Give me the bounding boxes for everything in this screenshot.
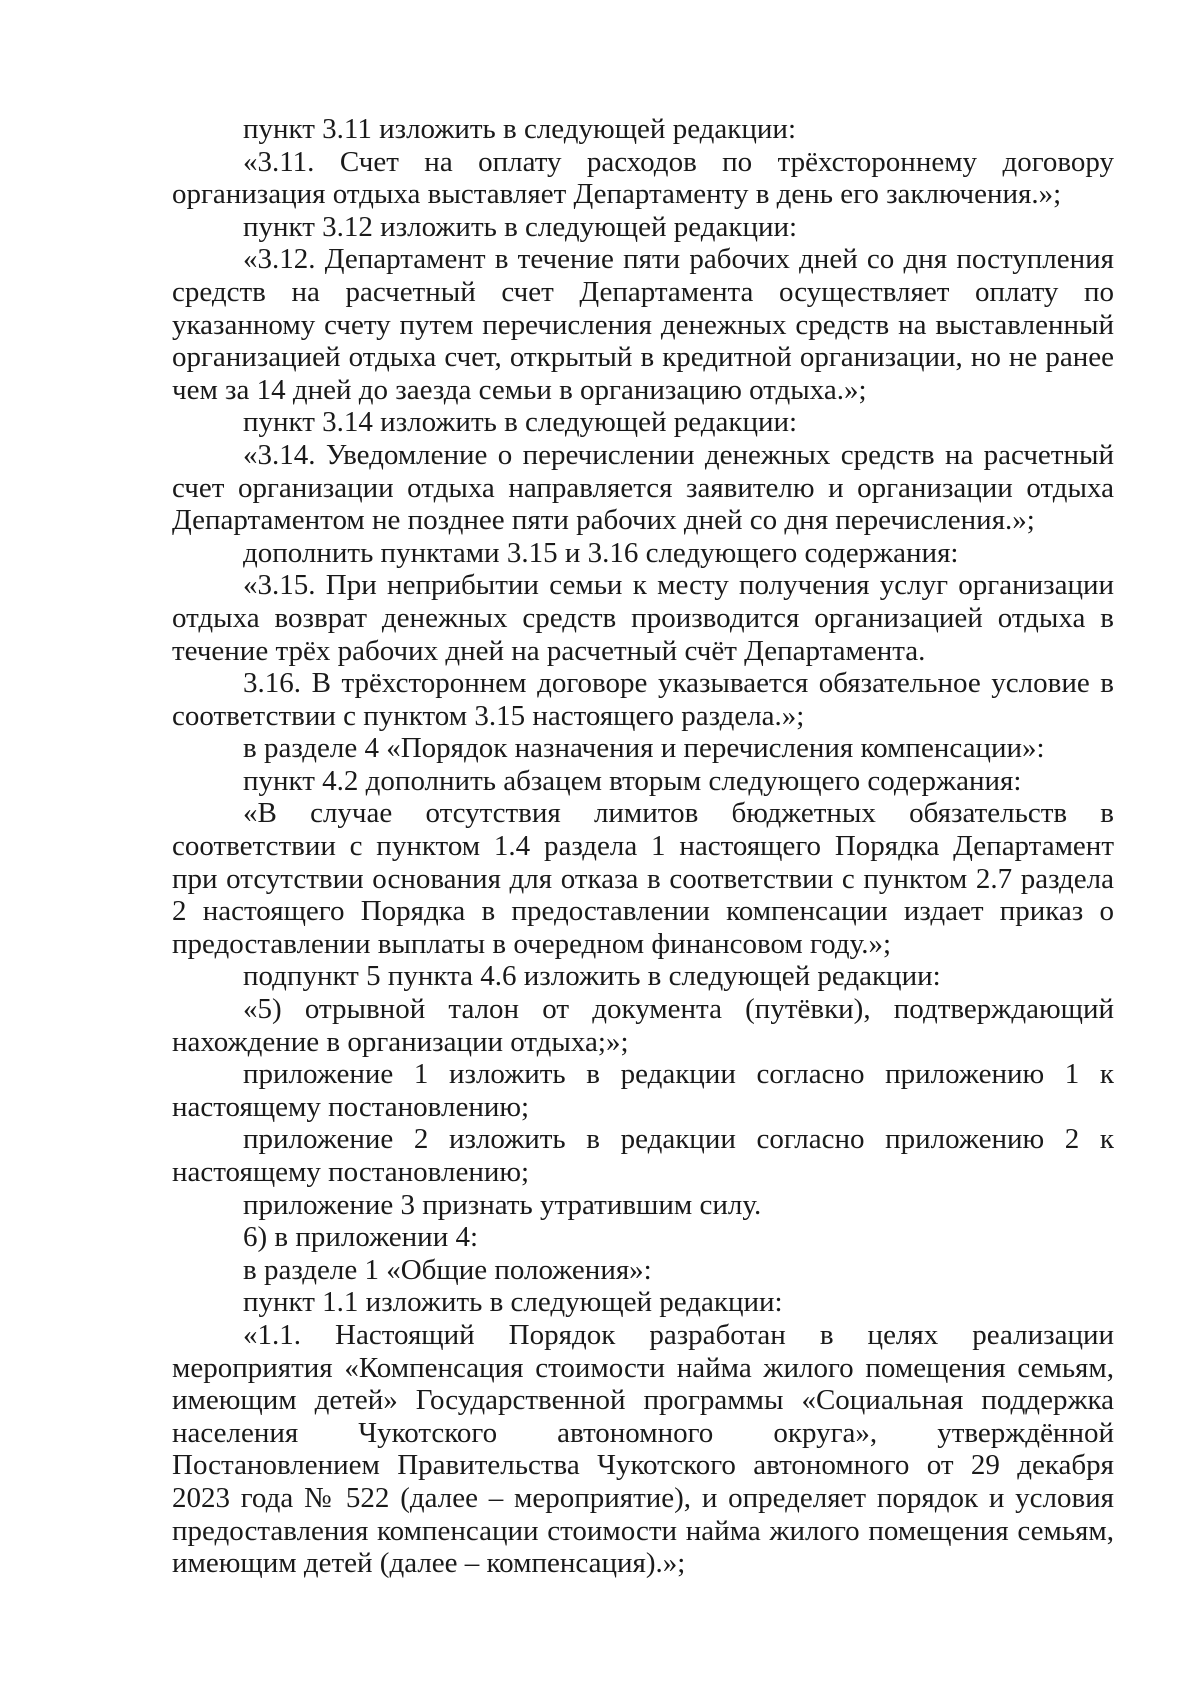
paragraph: в разделе 4 «Порядок назначения и перечисления компенсации»:: [243, 732, 1045, 765]
paragraph: приложение 3 признать утратившим силу.: [243, 1188, 762, 1221]
paragraph: пункт 4.2 дополнить абзацем вторым следующего содержания:: [243, 764, 1022, 797]
paragraph: дополнить пунктами 3.15 и 3.16 следующего содержания:: [243, 536, 959, 569]
paragraph: «В случае отсутствия лимитов бюджетных обязательств в соответствии с пунктом 1.4 раздела 1 настоящего Порядка Департамент при отсутствии основания для отказа в соответствии с пунктом 2.7 раздела 2 настоящего Порядка в предоставлении компенсации издает приказ о предоставлении выплаты в очередном финансовом году.»;: [172, 797, 1114, 960]
paragraph: пункт 3.11 изложить в следующей редакции:: [243, 113, 797, 145]
paragraph: пункт 3.14 изложить в следующей редакции:: [243, 406, 798, 439]
paragraph: 3.16. В трёхстороннем договоре указывается обязательное условие в соответствии с пунктом 3.15 настоящего раздела.»;: [172, 667, 1114, 732]
paragraph: 6) в приложении 4:: [243, 1221, 479, 1254]
paragraph: подпункт 5 пункта 4.6 изложить в следующей редакции:: [243, 960, 941, 993]
paragraph: «5) отрывной талон от документа (путёвки), подтверждающий нахождение в организации отдыха;»;: [172, 993, 1114, 1058]
paragraph: «3.15. При неприбытии семьи к месту получения услуг организации отдыха возврат денежных средств производится организацией отдыха в течение трёх рабочих дней на расчетный счёт Департамента.: [172, 569, 1114, 667]
paragraph: пункт 3.12 изложить в следующей редакции:: [243, 210, 798, 243]
paragraph: пункт 1.1 изложить в следующей редакции:: [243, 1286, 783, 1319]
paragraph: приложение 1 изложить в редакции согласно приложению 1 к настоящему постановлению;: [172, 1058, 1114, 1123]
paragraph: в разделе 1 «Общие положения»:: [243, 1253, 652, 1286]
paragraph: «3.14. Уведомление о перечислении денежных средств на расчетный счет организации отдыха направляется заявителю и организации отдыха Департаментом не позднее пяти рабочих дней со дня перечисления.»;: [172, 438, 1114, 537]
document-body: [172, 113, 1114, 1580]
paragraph: «3.11. Счет на оплату расходов по трёхстороннему договору организация отдыха выставляет Департаменту в день его заключения.»;: [172, 145, 1114, 211]
paragraph: «3.12. Департамент в течение пяти рабочих дней со дня поступления средств на расчетный счет Департамента осуществляет оплату по указанному счету путем перечисления денежных средств на выставленный организацией отдыха счет, открытый в кредитной организации, но не ранее чем за 14 дней до заезда семьи в организацию отдыха.»;: [172, 243, 1114, 406]
paragraph: приложение 2 изложить в редакции согласно приложению 2 к настоящему постановлению;: [172, 1123, 1114, 1188]
paragraph: «1.1. Настоящий Порядок разработан в целях реализации мероприятия «Компенсация стоимости найма жилого помещения семьям, имеющим детей» Государственной программы «Социальная поддержка населения Чукотского автономного округа», утверждённой Постановлением Правительства Чукотского автономного от 29 декабря 2023 года № 522 (далее – мероприятие), и определяет порядок и условия предоставления компенсации стоимости найма жилого помещения семьям, имеющим детей (далее – компенсация).»;: [172, 1318, 1114, 1580]
